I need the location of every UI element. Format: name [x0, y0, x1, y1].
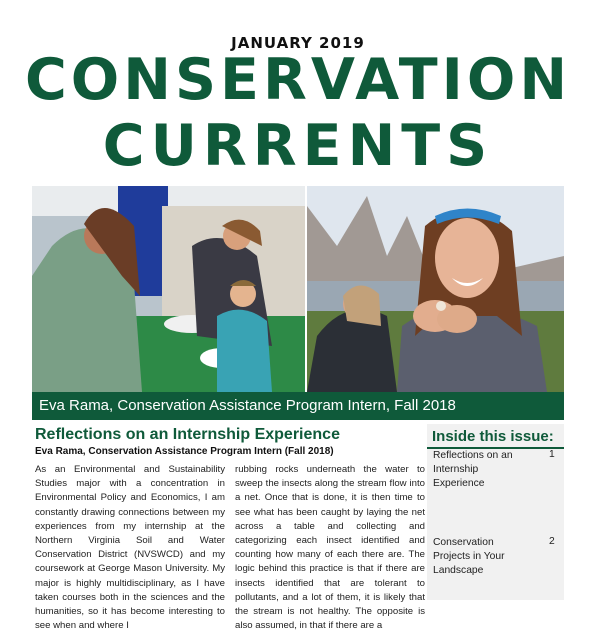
toc-item-label[interactable]: Reflections on an Internship Experience	[433, 450, 513, 489]
photo-outreach-table	[32, 186, 305, 392]
photo-caption: Eva Rama, Conservation Assistance Program Intern, Fall 2018	[32, 392, 564, 420]
issue-date: JANUARY 2019	[231, 34, 365, 52]
article-byline: Eva Rama, Conservation Assistance Program Intern (Fall 2018)	[35, 446, 334, 457]
toc-item-page: 2	[549, 536, 555, 547]
toc-item-label[interactable]: Conservation Projects in Your Landscape	[433, 537, 505, 576]
article-title: Reflections on an Internship Experience	[35, 426, 340, 443]
feature-photos	[32, 186, 564, 392]
masthead-title-line-2: CURRENTS	[102, 113, 494, 179]
toc-item-page: 1	[549, 449, 555, 460]
sidebar-title: Inside this issue:	[432, 428, 554, 445]
article-body-column-2: rubbing rocks underneath the water to sweep the insects along the stream flow into a net. Once that is done, it is then time to see what has been caught by laying the net across a table and collecting and categorizing each insect identified and counting how many of each there are. The logic behind this practice is that if there are insects identified that are tolerant to pollutants, and a lot of them, it is likely that the stream is not healthy. The opposite is also assumed, in that if there are a	[235, 464, 425, 632]
masthead-title-line-1: CONSERVATION	[24, 47, 572, 113]
photo-intern-portrait	[307, 186, 564, 392]
article-body-column-1: As an Environmental and Sustainability Studies major with a concentration in Environmental Policy and Economics, I am constantly drawing connections between my experiences from my internship at the Northern Virginia Soil and Water Conservation District (NVSWCD) and my coursework at George Mason University. My major is highly multidisciplinary, as I have taken courses both in the sciences and the humanities, so it has become interesting to see when and where I	[35, 464, 225, 632]
